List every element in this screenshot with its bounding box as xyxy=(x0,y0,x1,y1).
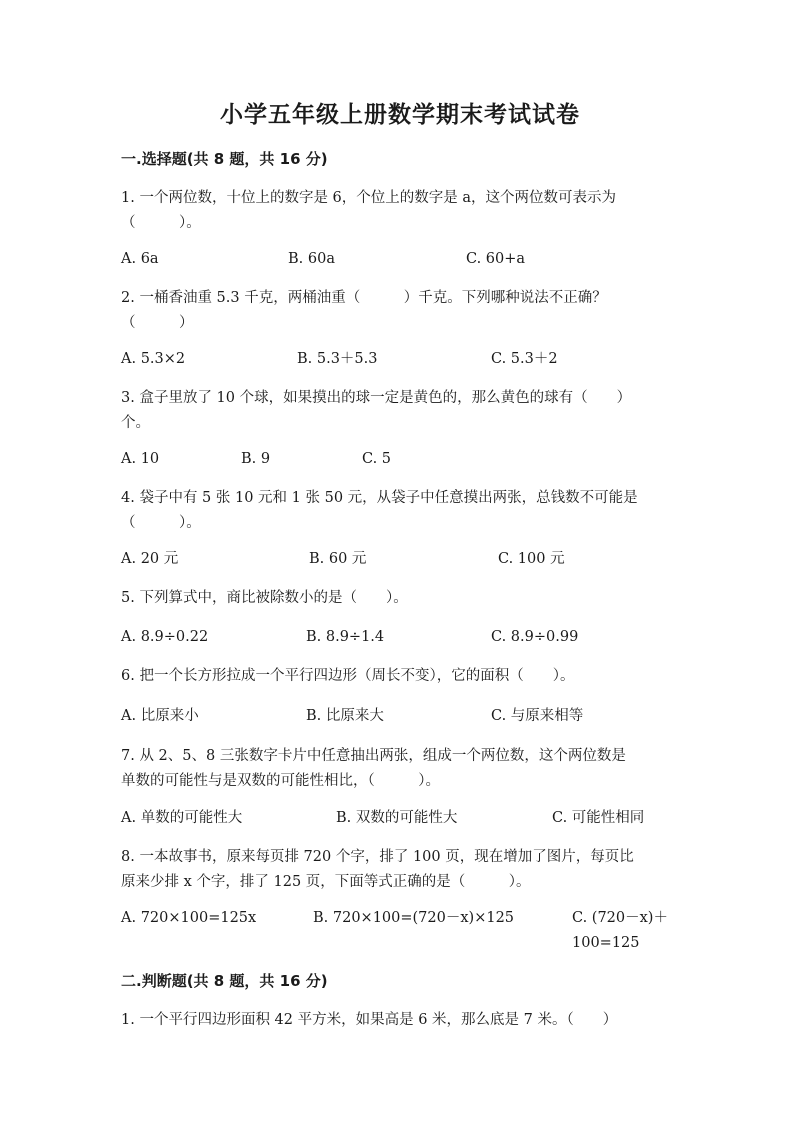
question-7 xyxy=(121,744,681,794)
question-2-line-2: （ ） xyxy=(121,315,194,331)
option-c: C. (720－x)＋100=125 xyxy=(572,910,668,951)
question-5 xyxy=(121,586,681,611)
option-a: A. 6a xyxy=(121,251,159,267)
question-3-line-1: 3. 盒子里放了 10 个球，如果摸出的球一定是黄色的，那么黄色的球有（ ） xyxy=(121,390,632,406)
question-8-options xyxy=(121,906,681,956)
question-7-line-2: 单数的可能性与是双数的可能性相比，（ ）。 xyxy=(121,773,440,789)
judgement-question-1 xyxy=(121,1008,681,1033)
option-c: C. 5 xyxy=(362,451,392,467)
option-b: B. 8.9÷1.4 xyxy=(306,629,385,645)
option-a: A. 5.3×2 xyxy=(121,351,186,367)
question-8-line-2: 原来少排 x 个字，排了 125 页，下面等式正确的是（ ）。 xyxy=(121,874,531,890)
option-b: B. 5.3＋5.3 xyxy=(297,351,378,367)
question-4-line-1: 4. 袋子中有 5 张 10 元和 1 张 50 元，从袋子中任意摸出两张，总钱数不可能是 xyxy=(121,490,638,506)
question-6 xyxy=(121,664,681,689)
question-2-line-1: 2. 一桶香油重 5.3 千克，两桶油重（ ）千克。下列哪种说法不正确？ xyxy=(121,290,607,306)
option-c: C. 100 元 xyxy=(498,551,565,567)
option-a: A. 比原来小 xyxy=(121,708,199,724)
question-7-line-1: 7. 从 2、5、8 三张数字卡片中任意抽出两张，组成一个两位数，这个两位数是 xyxy=(121,748,626,764)
option-c: C. 8.9÷0.99 xyxy=(491,629,579,645)
option-b: B. 双数的可能性大 xyxy=(336,810,458,826)
question-1-line-1: 1. 一个两位数，十位上的数字是 6，个位上的数字是 a，这个两位数可表示为 xyxy=(121,190,617,206)
option-c: C. 与原来相等 xyxy=(491,708,584,724)
question-6-line-1: 6. 把一个长方形拉成一个平行四边形（周长不变），它的面积（ ）。 xyxy=(121,668,575,684)
question-5-line-1: 5. 下列算式中，商比被除数小的是（ ）。 xyxy=(121,590,408,606)
option-a: A. 10 xyxy=(121,451,160,467)
question-8 xyxy=(121,845,681,895)
option-a: A. 20 元 xyxy=(121,551,179,567)
question-4 xyxy=(121,486,681,536)
exam-title: 小学五年级上册数学期末考试试卷 xyxy=(220,101,580,128)
section-heading-judgement: 二.判断题(共 8 题，共 16 分) xyxy=(121,972,328,990)
question-3-line-2: 个。 xyxy=(121,415,150,431)
option-a: A. 8.9÷0.22 xyxy=(121,629,209,645)
question-1-line-2: （ ）。 xyxy=(121,215,201,231)
option-b: B. 60 元 xyxy=(309,551,367,567)
option-b: B. 60a xyxy=(288,251,335,267)
option-b: B. 比原来大 xyxy=(306,708,384,724)
option-c: C. 60+a xyxy=(466,251,526,267)
judgement-question-1-line-1: 1. 一个平行四边形面积 42 平方米，如果高是 6 米，那么底是 7 米。（ ） xyxy=(121,1012,618,1028)
question-1 xyxy=(121,186,681,236)
option-c: C. 5.3＋2 xyxy=(491,351,558,367)
question-8-line-1: 8. 一本故事书，原来每页排 720 个字，排了 100 页，现在增加了图片，每页比 xyxy=(121,849,634,865)
option-a: A. 单数的可能性大 xyxy=(121,810,243,826)
option-a: A. 720×100=125x xyxy=(121,910,257,926)
question-4-line-2: （ ）。 xyxy=(121,515,201,531)
option-c: C. 可能性相同 xyxy=(552,810,645,826)
option-b: B. 9 xyxy=(241,451,271,467)
section-heading-choice: 一.选择题(共 8 题，共 16 分) xyxy=(121,150,328,168)
question-2 xyxy=(121,286,681,336)
question-3 xyxy=(121,386,681,436)
option-b: B. 720×100=(720－x)×125 xyxy=(313,910,515,926)
